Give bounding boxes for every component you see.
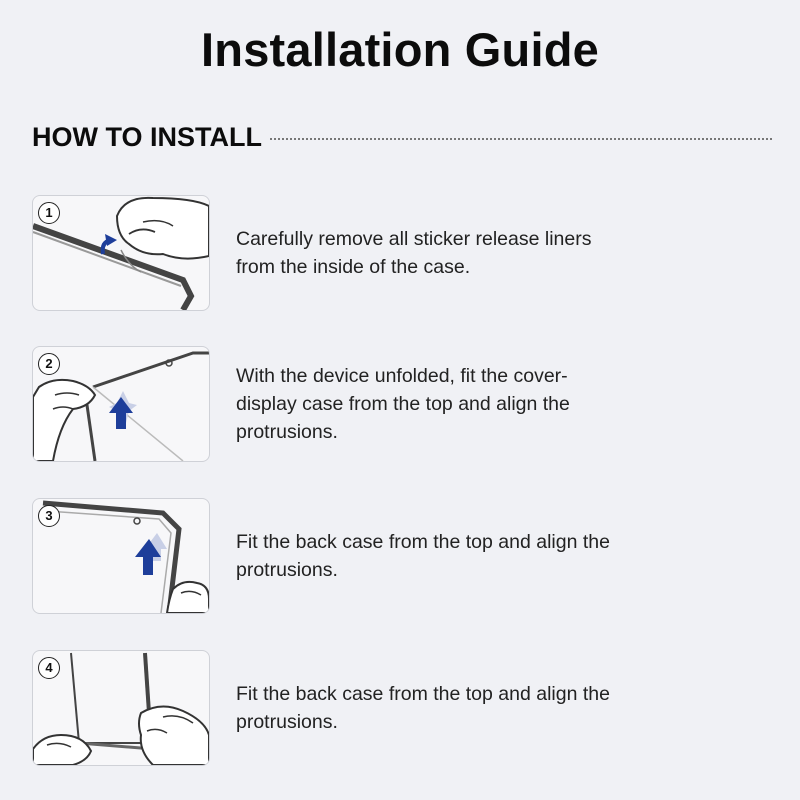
step-3-description: Fit the back case from the top and align the protrusions. [236,531,610,581]
step-2-description: With the device unfolded, fit the cover-display case from the top and align the protrusions. [236,365,570,443]
step-1-number-badge: 1 [38,202,60,224]
step-2 [32,346,732,462]
step-2-illustration [32,346,210,462]
page-title: Installation Guide [201,23,599,76]
step-4-number-badge: 4 [38,657,60,679]
step-4-description: Fit the back case from the top and align the protrusions. [236,683,610,733]
step-4-illustration [32,650,210,766]
step-1-illustration [32,195,210,311]
step-4 [32,650,732,766]
step-2-number-badge: 2 [38,353,60,375]
section-header [32,120,772,154]
step-1 [32,195,732,311]
step-3-number-badge: 3 [38,505,60,527]
step-3-illustration [32,498,210,614]
step-3 [32,498,732,614]
section-title: HOW TO INSTALL [32,121,262,152]
step-1-description: Carefully remove all sticker release liners from the inside of the case. [236,228,592,278]
dotted-divider [270,138,772,140]
